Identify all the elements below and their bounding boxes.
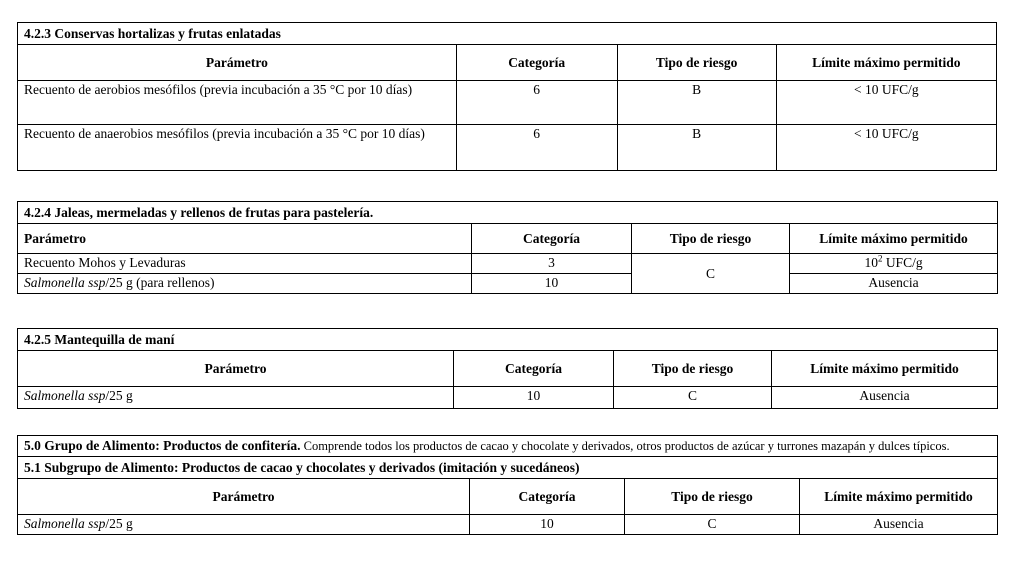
header-max-limit: Límite máximo permitido xyxy=(772,351,998,387)
table-row xyxy=(18,125,997,171)
cell-risk-type: C xyxy=(614,387,772,409)
cell-parameter xyxy=(18,274,472,294)
section-title: 4.2.3 Conservas hortalizas y frutas enlatadas xyxy=(18,23,997,45)
cell-parameter xyxy=(18,515,470,535)
section-title: 4.2.4 Jaleas, mermeladas y rellenos de frutas para pastelería. xyxy=(18,202,998,224)
header-category: Categoría xyxy=(472,224,632,254)
cell-risk-type: C xyxy=(625,515,800,535)
header-category: Categoría xyxy=(470,479,625,515)
table-row xyxy=(18,81,997,125)
header-risk-type: Tipo de riesgo xyxy=(625,479,800,515)
cell-category: 6 xyxy=(456,125,617,171)
cell-parameter: Recuento de aerobios mesófilos (previa incubación a 35 °C por 10 días) xyxy=(18,81,457,125)
organism-name: Salmonella ssp xyxy=(24,275,106,290)
table-4-2-5 xyxy=(17,328,998,409)
limit-unit: UFC/g xyxy=(882,255,923,270)
section-4-2-4 xyxy=(17,201,997,294)
cell-risk-type: B xyxy=(617,125,776,171)
table-5-0 xyxy=(17,435,998,535)
section-title xyxy=(18,436,998,457)
table-4-2-4 xyxy=(17,201,998,294)
cell-category: 3 xyxy=(472,254,632,274)
limit-base: 10 xyxy=(864,255,878,270)
table-row xyxy=(18,274,998,294)
cell-category: 10 xyxy=(454,387,614,409)
cell-category: 6 xyxy=(456,81,617,125)
header-risk-type: Tipo de riesgo xyxy=(614,351,772,387)
organism-name: Salmonella ssp xyxy=(24,388,106,403)
group-description: Comprende todos los productos de cacao y chocolate y derivados, otros productos de azúcar y turrones mazapán y dulces típicos. xyxy=(300,439,950,453)
cell-category: 10 xyxy=(472,274,632,294)
cell-max-limit: Ausencia xyxy=(772,387,998,409)
group-title: 5.0 Grupo de Alimento: Productos de confitería. xyxy=(24,438,301,453)
cell-max-limit xyxy=(790,254,998,274)
header-category: Categoría xyxy=(454,351,614,387)
header-risk-type: Tipo de riesgo xyxy=(617,45,776,81)
organism-name: Salmonella ssp xyxy=(24,516,106,531)
header-max-limit: Límite máximo permitido xyxy=(790,224,998,254)
cell-max-limit: < 10 UFC/g xyxy=(776,81,996,125)
section-4-2-5 xyxy=(17,328,997,409)
header-risk-type: Tipo de riesgo xyxy=(632,224,790,254)
table-4-2-3 xyxy=(17,22,997,171)
cell-parameter xyxy=(18,387,454,409)
cell-max-limit: Ausencia xyxy=(790,274,998,294)
header-parameter: Parámetro xyxy=(18,351,454,387)
cell-max-limit: < 10 UFC/g xyxy=(776,125,996,171)
cell-risk-type: C xyxy=(632,254,790,294)
subgroup-title: 5.1 Subgrupo de Alimento: Productos de cacao y chocolates y derivados (imitación y sucedáneos) xyxy=(18,457,998,479)
cell-parameter: Recuento de anaerobios mesófilos (previa incubación a 35 °C por 10 días) xyxy=(18,125,457,171)
header-max-limit: Límite máximo permitido xyxy=(800,479,998,515)
parameter-detail: /25 g xyxy=(105,388,133,403)
cell-category: 10 xyxy=(470,515,625,535)
section-4-2-3 xyxy=(17,22,997,171)
cell-parameter: Recuento Mohos y Levaduras xyxy=(18,254,472,274)
header-parameter: Parámetro xyxy=(18,479,470,515)
cell-max-limit: Ausencia xyxy=(800,515,998,535)
header-parameter: Parámetro xyxy=(18,224,472,254)
section-title: 4.2.5 Mantequilla de maní xyxy=(18,329,998,351)
parameter-detail: /25 g xyxy=(105,516,133,531)
header-category: Categoría xyxy=(456,45,617,81)
table-row xyxy=(18,515,998,535)
parameter-detail: /25 g (para rellenos) xyxy=(105,275,215,290)
section-5-0 xyxy=(17,435,997,535)
header-max-limit: Límite máximo permitido xyxy=(776,45,996,81)
table-row xyxy=(18,387,998,409)
header-parameter: Parámetro xyxy=(18,45,457,81)
cell-risk-type: B xyxy=(617,81,776,125)
table-row xyxy=(18,254,998,274)
limit-exponent: 2 xyxy=(877,253,883,264)
